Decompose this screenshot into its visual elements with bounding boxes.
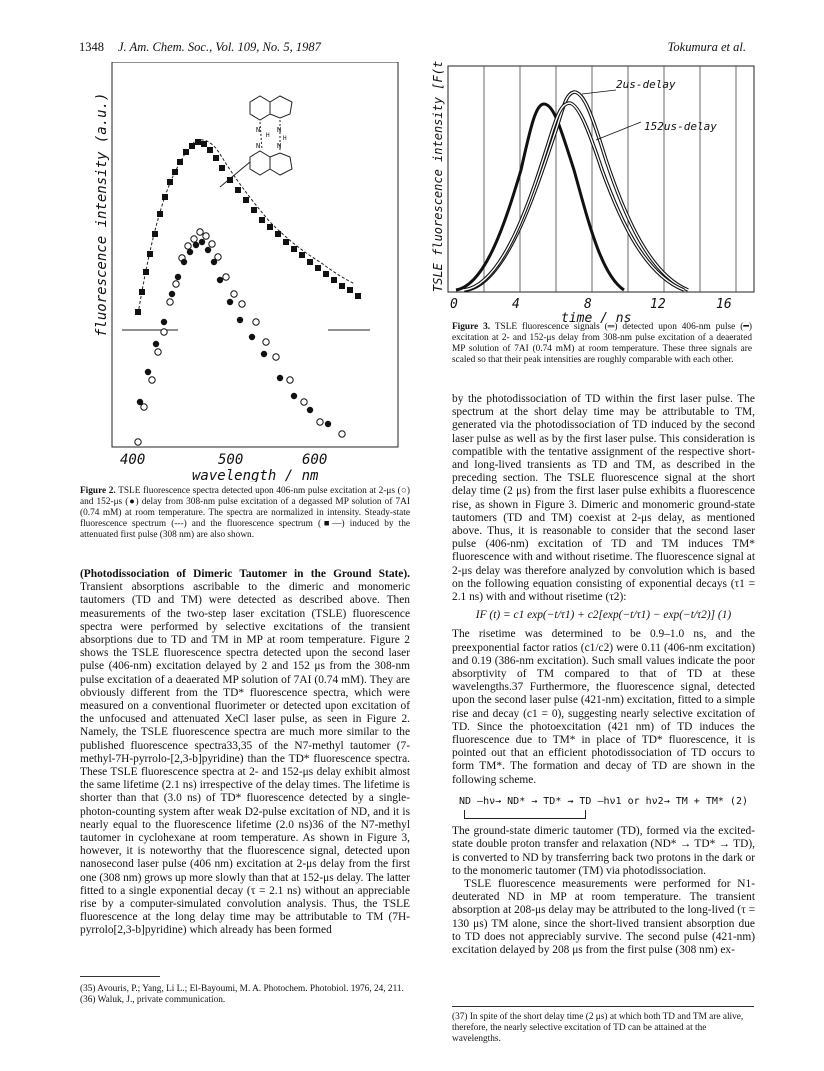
square-marker	[167, 179, 173, 185]
square-marker	[355, 293, 361, 299]
figure-2-label: Figure 2.	[80, 486, 116, 496]
open-circle-marker	[141, 404, 147, 410]
filled-circle-marker	[145, 369, 151, 375]
footnote-37: (37) In spite of the short delay time (2 μs) at which both TD and TM are alive, therefore, the nearly selective excitation of TD can be attained at the wavelengths.	[452, 1012, 744, 1044]
square-marker	[323, 271, 329, 277]
svg-text:N: N	[256, 126, 261, 134]
square-marker	[259, 217, 265, 223]
open-circle-marker	[263, 339, 269, 345]
fig3-ylabel: TSLE fluorescence intensity [F(t)]	[431, 60, 445, 292]
figure-3-caption	[452, 322, 752, 366]
figure-3-caption-text: TSLE fluorescence signals (═) detected upon 406-nm pulse (━) excitation at 2- and 152-μs delay from 308-nm pulse excitation of a deaerated MP solution of 7AI (0.74 mM) at room temperature. These three signals are scaled so that their peak intensities are roughly comparable with each other.	[452, 322, 752, 365]
filled-circle-marker	[307, 407, 313, 413]
figure-3-label: Figure 3.	[452, 322, 491, 332]
figure-2-plot	[80, 62, 410, 482]
filled-circle-marker	[199, 239, 205, 245]
open-circle-marker	[185, 243, 191, 249]
square-marker	[307, 259, 313, 265]
square-marker	[152, 231, 158, 237]
filled-circle-marker	[325, 421, 331, 427]
footnote-rule-right	[452, 1006, 754, 1007]
filled-circle-marker	[249, 334, 255, 340]
svg-text:H: H	[283, 135, 287, 142]
footnotes-right	[452, 1012, 755, 1045]
square-marker	[235, 187, 241, 193]
open-circle-marker	[223, 274, 229, 280]
filled-circle-marker	[169, 291, 175, 297]
filled-circle-marker	[217, 277, 223, 283]
filled-circle-marker	[161, 319, 167, 325]
filled-circle-marker	[193, 242, 199, 248]
fig2-xtick-500: 500	[218, 452, 244, 468]
square-marker	[275, 231, 281, 237]
fig3-xtick-0: 0	[450, 297, 458, 312]
scheme-return-arrow	[464, 810, 586, 819]
open-circle-marker	[253, 319, 259, 325]
svg-text:N: N	[256, 142, 261, 150]
square-marker	[195, 139, 201, 145]
open-circle-marker	[167, 299, 173, 305]
left-column	[80, 568, 410, 938]
fig3-xtick-12: 12	[650, 297, 666, 312]
open-circle-marker	[161, 329, 167, 335]
filled-circle-marker	[187, 249, 193, 255]
fig2-xtick-600: 600	[302, 452, 328, 468]
filled-circle-marker	[175, 274, 181, 280]
open-circle-marker	[339, 431, 345, 437]
open-circle-marker	[231, 291, 237, 297]
square-marker	[147, 251, 153, 257]
filled-circle-marker	[227, 299, 233, 305]
right-para-3: The ground-state dimeric tautomer (TD), formed via the excited-state double proton transfer and relaxation (ND* → TD* → TD), is converted to ND by transferring back two protons in the dark or to the monomeric tautomer (TM) via photodissociation.	[452, 825, 755, 877]
right-para-4: TSLE fluorescence measurements were performed for N1-deuterated ND in MP at room temperature. The transient absorption at 208-μs delay may be attributed to the long-lived (τ = 130 μs) TM alone, since the short-lived transient absorption due to TD does not appreciably survive. The second pulse (421-nm) excitation delayed by 208 μs from the first pulse (308 nm) ex-	[452, 877, 755, 956]
2us-delay-series	[135, 229, 345, 445]
figure-2-caption	[80, 486, 410, 541]
open-circle-marker	[317, 419, 323, 425]
square-marker	[139, 289, 145, 295]
square-marker	[227, 177, 233, 183]
running-authors: Tokumura et al.	[667, 40, 746, 54]
square-marker	[162, 194, 168, 200]
open-circle-marker	[301, 399, 307, 405]
footnotes-left	[80, 984, 410, 1006]
fig2-ylabel: fluorescence intensity (a.u.)	[94, 92, 110, 337]
journal-citation: J. Am. Chem. Soc., Vol. 109, No. 5, 1987	[118, 40, 321, 54]
page-number: 1348	[79, 40, 104, 54]
svg-text:N: N	[277, 126, 282, 134]
right-para-2: The risetime was determined to be 0.9–1.0 ns, and the preexponential factor ratios (c1/c2) were 0.11 (406-nm excitation) and 0.19 (386-nm excitation). Such small values indicate the poor absorptivity of TM compared to that of TD at these wavelengths.37 Furthermore, the fluorescence signal, detected upon the second laser pulse (421-nm) excitation, fitted to a simple rise and decay (c1 = 0), suggesting nearly selective excitation of TD. Since the photoexcitation (421 nm) of TD induces the fluorescence due to TM* in place of TD* fluorescence, it is pointed out that an efficient photodissociation of TD occurs to form TM*. The formation and decay of TD are shown in the following scheme.	[452, 628, 755, 786]
open-circle-marker	[203, 233, 209, 239]
open-circle-marker	[209, 241, 215, 247]
fig2-xlabel: wavelength / nm	[192, 468, 319, 482]
square-marker	[213, 155, 219, 161]
square-marker	[189, 143, 195, 149]
filled-circle-marker	[153, 341, 159, 347]
figure-2	[80, 62, 410, 482]
annotation-2us: 2us-delay	[616, 78, 676, 91]
filled-circle-marker	[291, 393, 297, 399]
open-circle-marker	[155, 349, 161, 355]
figure-2-caption-text: TSLE fluorescence spectra detected upon 406-nm pulse excitation at 2-μs (○) and 152-μs (●) delay from 308-nm pulse excitation of a degassed MP solution of 7AI (0.74 mM) at room temperature. The spectra are normalized in intensity. Steady-state fluorescence spectrum (---) and the fluorescence spectrum (■—) induced by the attenuated first pulse (308 nm) are also shown.	[80, 486, 411, 540]
square-marker	[315, 265, 321, 271]
square-marker	[157, 211, 163, 217]
annotation-152us: 152us-delay	[644, 120, 717, 133]
square-marker	[172, 169, 178, 175]
attenuated-pulse-spectrum-series	[135, 139, 361, 315]
open-circle-marker	[149, 377, 155, 383]
open-circle-marker	[239, 301, 245, 307]
square-marker	[291, 246, 297, 252]
square-marker	[339, 283, 345, 289]
footnote-36: (36) Waluk, J., private communication.	[80, 995, 226, 1005]
filled-circle-marker	[181, 259, 187, 265]
square-marker	[243, 197, 249, 203]
square-marker	[207, 147, 213, 153]
right-para-1: by the photodissociation of TD within the first laser pulse. The spectrum at the short delay time may be attributable to TM, generated via the photodissociation of TD induced by the second laser pulse as well as by the first laser pulse. This consideration is compatible with the tentative assignment of the respective short- and long-lived transients as TD and TM, as described in the preceding section. The TSLE fluorescence signal at the short delay time (2 μs) from the first laser pulse exhibits a fluorescence rise, as shown in Figure 3. Dimeric and monomeric ground-state tautomers (TD and TM) coexist at 2-μs delay, as mentioned above. Thus, it is reasonable to consider that the second laser pulse (406-nm) excitation of TD and TM induces TM* fluorescence with and without risetime. The fluorescence signal at 2-μs delay was therefore analyzed by convolution which is based on the following equation consisting of exponential decays (τ1 = 2.1 ns) with and without risetime (τ2):	[452, 393, 755, 604]
footnote-rule-left	[80, 976, 160, 977]
left-body: Transient absorptions ascribable to the dimeric and monomeric tautomers (TD and TM) were detected as described above. Then measurements of the two-step laser excitation (TSLE) fluorescence spectra were performed by selective excitations of the transient absorptions due to TD and TM in MP at room temperature. Figure 2 shows the TSLE fluorescence spectra detected upon the second laser pulse (406-nm) excitation delayed by 2 and 152 μs from the 308-nm pulse excitation of a deaerated MP solution of 7AI (0.74 mM). They are obviously different from the TD* fluorescence spectra, which were measured on a conventional fluorimeter or detected upon excitation of the unfocused and attenuated XeCl laser pulse, as seen in Figure 2. Namely, the TSLE fluorescence spectra are much more similar to the published fluorescence spectra33,35 of the N7-methyl tautomer (7-methyl-7H-pyrrolo-[2,3-b]pyridine) than the TD* fluorescence spectra. These TSLE fluorescence spectra at 2- and 152-μs delay exhibit almost the same lifetime (2.1 ns) irrespective of the delay times. The lifetime is shorter than that (3.0 ns) of TD* fluorescence detected by a single-photon-counting system after weak D2-pulse excitation of ND, and it is nearly equal to the fluorescence lifetime (2.0 ns)36 of the N7-methyl tautomer in cyclohexane at room temperature. As shown in Figure 3, however, it is noteworthy that the fluorescence signal, detected upon nanosecond laser pulse (406 nm) excitation at 2-μs delay from the first one (308 nm) grows up more slowly than that at 152-μs delay. The latter fitted to a single exponential decay (τ = 2.1 ns) without an appreciable rise by a computer-simulated convolution analysis. Thus, the TSLE fluorescence at the long delay time may be attributable to TM (7H-pyrrolo[2,3-b]pyridine) which already has been formed	[80, 581, 410, 937]
square-marker	[183, 149, 189, 155]
reaction-scheme: ND —hν→ ND* → TD* ⇝ TD —hν1 or hν2→ TM + TM* (2)	[459, 795, 748, 807]
open-circle-marker	[191, 236, 197, 242]
square-marker	[283, 239, 289, 245]
svg-text:N: N	[277, 142, 282, 150]
filled-circle-marker	[205, 247, 211, 253]
open-circle-marker	[215, 254, 221, 260]
square-marker	[143, 269, 149, 275]
right-column	[452, 393, 755, 957]
open-circle-marker	[135, 439, 141, 445]
filled-circle-marker	[237, 317, 243, 323]
fig3-xtick-8: 8	[584, 297, 592, 312]
filled-circle-marker	[277, 375, 283, 381]
fig2-xtick-400: 400	[120, 452, 146, 468]
section-heading: (Photodissociation of Dimeric Tautomer in the Ground State).	[80, 568, 410, 580]
square-marker	[201, 141, 207, 147]
square-marker	[219, 165, 225, 171]
fig3-xtick-4: 4	[512, 297, 520, 312]
filled-circle-marker	[261, 351, 267, 357]
open-circle-marker	[173, 281, 179, 287]
figure-3-plot	[426, 60, 756, 328]
svg-text:H: H	[266, 132, 270, 139]
fig3-xlabel: time / ns	[561, 311, 632, 326]
filled-circle-marker	[211, 259, 217, 265]
footnote-35: (35) Avouris, P.; Yang, Li L.; El-Bayoumi, M. A. Photochem. Photobiol. 1976, 24, 211.	[80, 984, 404, 994]
fig3-xtick-16: 16	[716, 297, 732, 312]
square-marker	[267, 224, 273, 230]
filled-circle-marker	[137, 399, 143, 405]
figure-3	[426, 60, 756, 328]
square-marker	[331, 277, 337, 283]
equation-1: IF (t) = c1 exp(−t/τ1) + c2[exp(−t/τ1) − exp(−t/τ2)] (1)	[475, 609, 732, 622]
square-marker	[135, 309, 141, 315]
open-circle-marker	[287, 377, 293, 383]
fig3-gridlines	[484, 66, 736, 292]
square-marker	[347, 287, 353, 293]
open-circle-marker	[273, 354, 279, 360]
open-circle-marker	[197, 229, 203, 235]
square-marker	[299, 252, 305, 258]
square-marker	[251, 207, 257, 213]
square-marker	[177, 159, 183, 165]
